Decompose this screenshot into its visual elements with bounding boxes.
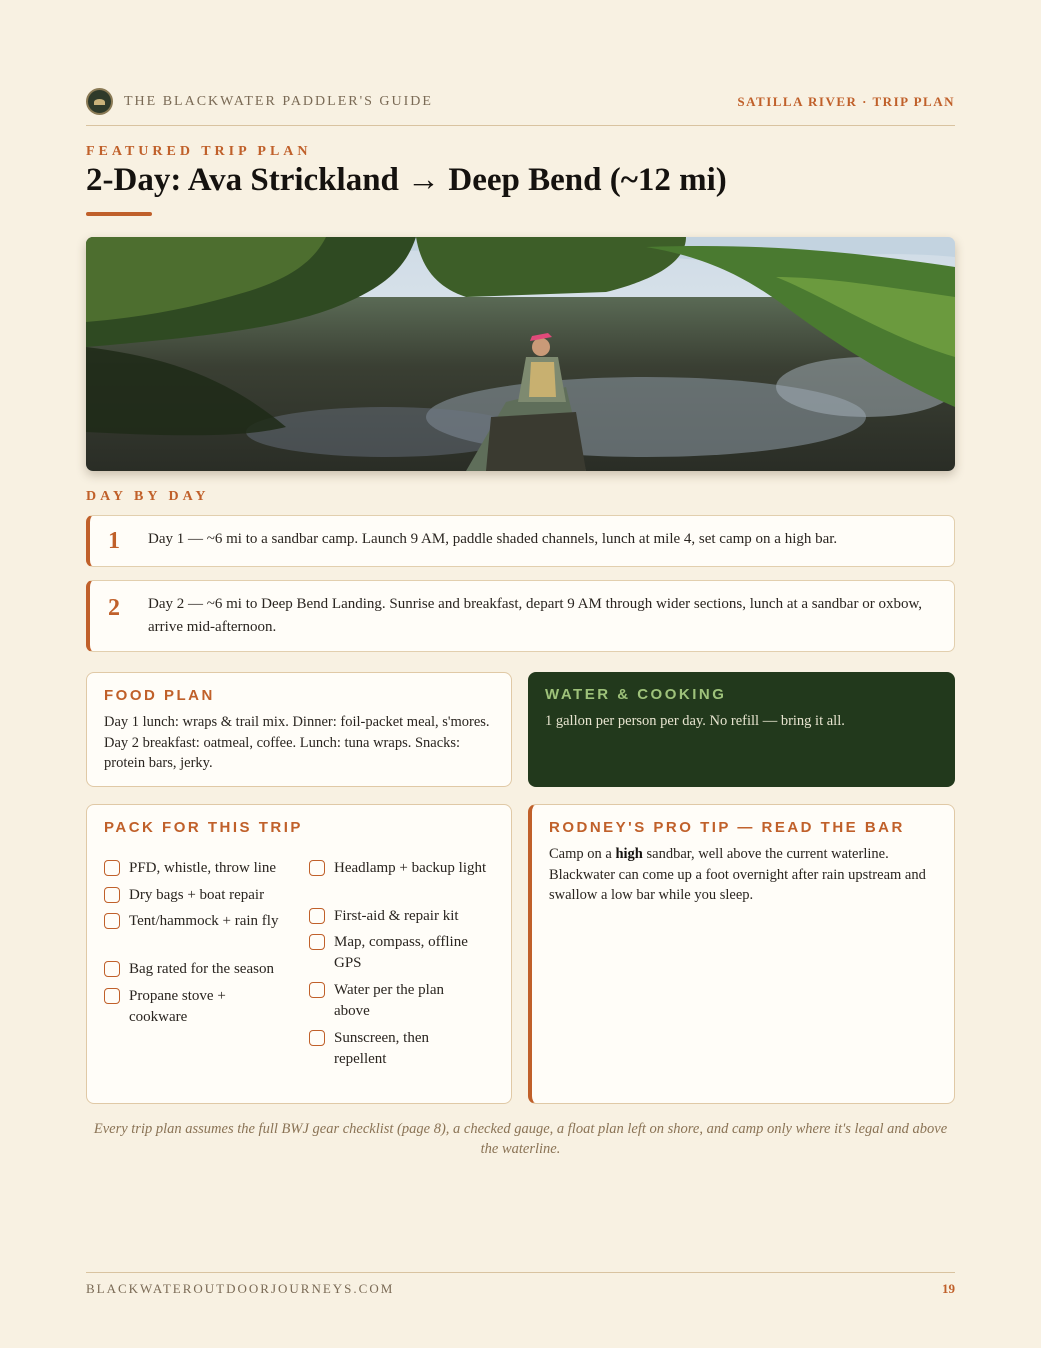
checklist-label: Bag rated for the season xyxy=(129,961,274,977)
page-footer xyxy=(86,1272,955,1296)
checkbox-icon[interactable] xyxy=(104,860,120,876)
checklist-label: Headlamp + backup light xyxy=(334,860,487,876)
checkbox-icon[interactable] xyxy=(309,908,325,924)
pro-tip-card xyxy=(528,804,955,1104)
checklist-label: Tent/hammock + rain fly xyxy=(129,913,279,929)
day-text: Day 2 — ~6 mi to Deep Bend Landing. Sunrise and breakfast, depart 9 AM through wider sections, lunch at a sandbar or oxbow, arrive mid-afternoon. xyxy=(148,596,923,635)
pack-list-card xyxy=(86,804,512,1104)
publication-title: THE BLACKWATER PADDLER'S GUIDE xyxy=(124,94,433,109)
food-plan-card xyxy=(86,672,512,787)
checklist-label: Sunscreen, then repellent xyxy=(334,1030,429,1067)
food-plan-text: Day 1 lunch: wraps & trail mix. Dinner: foil-packet meal, s'mores. Day 2 breakfast: oatmeal, coffee. Lunch: tuna wraps. Snacks: protein bars, jerky. xyxy=(104,714,490,771)
water-cooking-text: 1 gallon per person per day. No refill — bring it all. xyxy=(545,713,845,729)
checkbox-icon[interactable] xyxy=(309,1030,325,1046)
checklist-item[interactable] xyxy=(104,959,300,980)
checklist-label: Dry bags + boat repair xyxy=(129,887,265,903)
checkbox-icon[interactable] xyxy=(309,860,325,876)
checklist-item[interactable] xyxy=(104,986,264,1028)
pro-tip-text: Camp on a high sandbar, well above the current waterline. Blackwater can come up a foot overnight after rain upstream and swallow a low bar while you sleep. xyxy=(549,846,926,903)
checkbox-icon[interactable] xyxy=(309,982,325,998)
day-card xyxy=(86,580,955,652)
checklist-label: Propane stove + cookware xyxy=(129,988,226,1025)
checklist-item[interactable] xyxy=(309,906,499,927)
page-title: 2-Day: Ava Strickland → Deep Bend (~12 mi) xyxy=(86,162,727,198)
checklist-item[interactable] xyxy=(104,858,294,879)
water-cooking-card xyxy=(528,672,955,787)
river-photo xyxy=(86,237,955,471)
day-number: 2 xyxy=(108,595,120,621)
pro-tip-heading: RODNEY'S PRO TIP — READ THE BAR xyxy=(549,819,905,836)
checkbox-icon[interactable] xyxy=(104,913,120,929)
footer-site: BLACKWATEROUTDOORJOURNEYS.COM xyxy=(86,1281,395,1296)
day-text: Day 1 — ~6 mi to a sandbar camp. Launch 9 AM, paddle shaded channels, lunch at mile 4, set camp on a high bar. xyxy=(148,531,838,547)
checkbox-icon[interactable] xyxy=(104,961,120,977)
checklist-item[interactable] xyxy=(309,932,499,974)
checklist-item[interactable] xyxy=(309,980,479,1022)
food-plan-heading: FOOD PLAN xyxy=(104,687,215,704)
checkbox-icon[interactable] xyxy=(104,887,120,903)
day-number: 1 xyxy=(108,528,120,554)
water-cooking-heading: WATER & COOKING xyxy=(545,686,727,703)
checkbox-icon[interactable] xyxy=(309,934,325,950)
section-title: SATILLA RIVER · TRIP PLAN xyxy=(737,94,955,109)
title-rule xyxy=(86,212,152,216)
pack-list-heading: PACK FOR THIS TRIP xyxy=(104,819,303,836)
checklist-label: PFD, whistle, throw line xyxy=(129,860,277,876)
checklist-label: First-aid & repair kit xyxy=(334,908,459,924)
checklist-item[interactable] xyxy=(104,911,294,932)
page-header xyxy=(86,88,955,126)
page-number: 19 xyxy=(942,1281,955,1296)
checklist-item[interactable] xyxy=(309,1028,469,1070)
checklist-label: Map, compass, offline GPS xyxy=(334,934,468,971)
checklist-item[interactable] xyxy=(104,885,294,906)
publication-logo xyxy=(86,88,113,115)
page xyxy=(86,0,955,1348)
kicker: FEATURED TRIP PLAN xyxy=(86,144,312,159)
checklist-item[interactable] xyxy=(309,858,489,879)
day-by-day-label: DAY BY DAY xyxy=(86,489,210,504)
day-card xyxy=(86,515,955,567)
checkbox-icon[interactable] xyxy=(104,988,120,1004)
footnote: Every trip plan assumes the full BWJ gear checklist (page 8), a checked gauge, a float plan left on shore, and camp only where it's legal and above the waterline. xyxy=(93,1121,948,1157)
checklist-label: Water per the plan above xyxy=(334,982,444,1019)
